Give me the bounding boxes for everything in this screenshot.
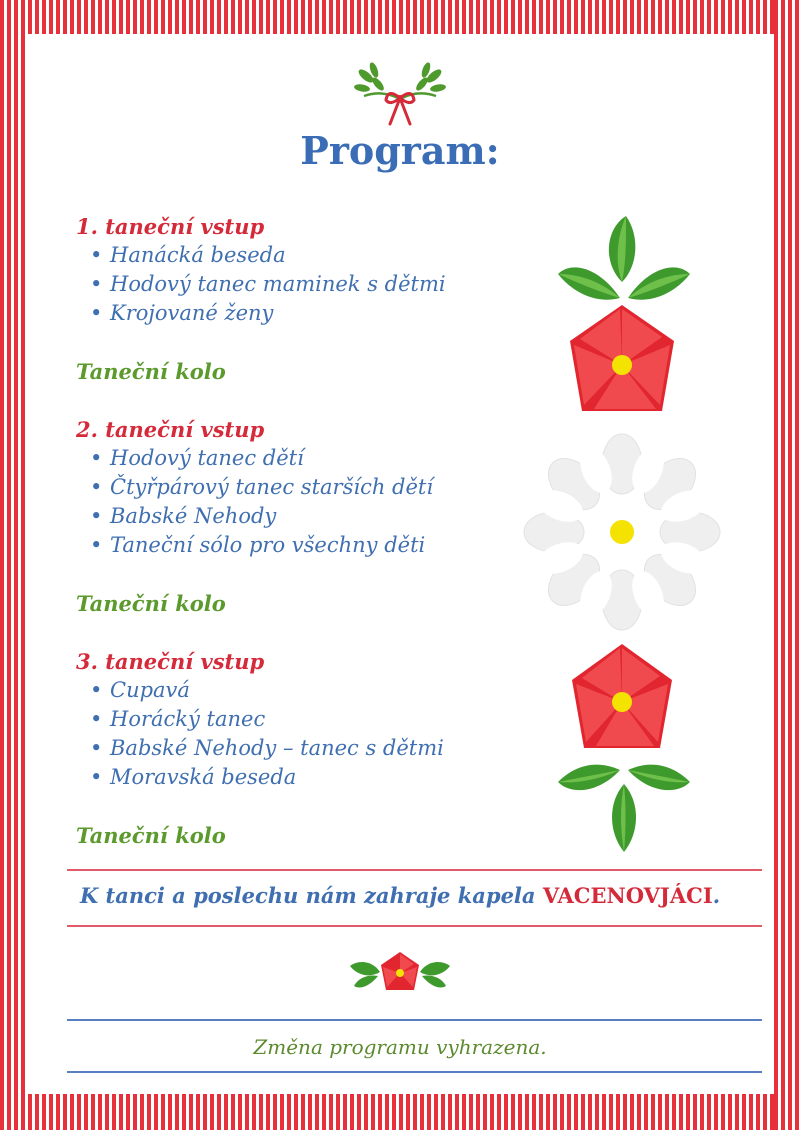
dance-name: Hodový tanec dětí [110,446,304,470]
footer-note: Změna programu vyhrazena. [253,1035,547,1059]
dance-item [76,502,556,531]
dance-name: Krojované ženy [110,301,274,325]
top-stripe-border [0,0,800,34]
floral-column-icon [514,212,730,856]
dance-item [76,270,556,299]
dance-name: Čtyřpárový tanec starších dětí [110,475,434,499]
dance-name: Taneční sólo pro všechny děti [110,533,426,557]
bullet-icon: • [90,765,103,789]
bullet-icon: • [90,736,103,760]
dance-name: Babské Nehody [110,504,277,528]
dance-name: Cupavá [110,678,190,702]
bullet-icon: • [90,504,103,528]
bullet-icon: • [90,272,103,296]
section-heading: 1. taneční vstup [76,214,265,239]
bullet-icon: • [90,533,103,557]
page-title: Program: [300,128,500,173]
dance-name: Hodový tanec maminek s dětmi [110,272,446,296]
dance-name: Moravská beseda [110,765,297,789]
dance-item [76,676,556,705]
dance-name: Babské Nehody – tanec s dětmi [110,736,444,760]
band-note-end: . [712,883,721,908]
dance-item [76,241,556,270]
section-heading: 2. taneční vstup [76,417,265,442]
dance-item [76,705,556,734]
band-note-text: K tanci a poslechu nám zahraje kapela [79,883,536,908]
dance-item [76,531,556,560]
program-section-1 [76,212,556,415]
divider-line [67,1019,762,1021]
dance-item [76,734,556,763]
dance-item [76,299,556,328]
section-heading: 3. taneční vstup [76,649,265,674]
bottom-stripe-border [0,1094,800,1130]
bullet-icon: • [90,678,103,702]
bullet-icon: • [90,243,103,267]
interlude-label: Taneční kolo [76,591,226,616]
bullet-icon: • [90,707,103,731]
bullet-icon: • [90,301,103,325]
divider-line [67,869,762,871]
divider-line [67,925,762,927]
program-section-3 [76,647,556,850]
dance-item [76,763,556,792]
laurel-bow-icon [352,60,448,130]
dance-name: Horácký tanec [110,707,266,731]
dance-item [76,473,556,502]
interlude-label: Taneční kolo [76,823,226,848]
band-name: VACENOVJÁCI [542,883,713,908]
dance-item [76,444,556,473]
program-section-2 [76,415,556,647]
program-list [76,212,556,850]
bullet-icon: • [90,446,103,470]
dance-name: Hanácká beseda [110,243,286,267]
divider-line [67,1071,762,1073]
small-flower-icon [344,950,456,996]
band-note [0,883,800,908]
interlude-label: Taneční kolo [76,359,226,384]
bullet-icon: • [90,475,103,499]
